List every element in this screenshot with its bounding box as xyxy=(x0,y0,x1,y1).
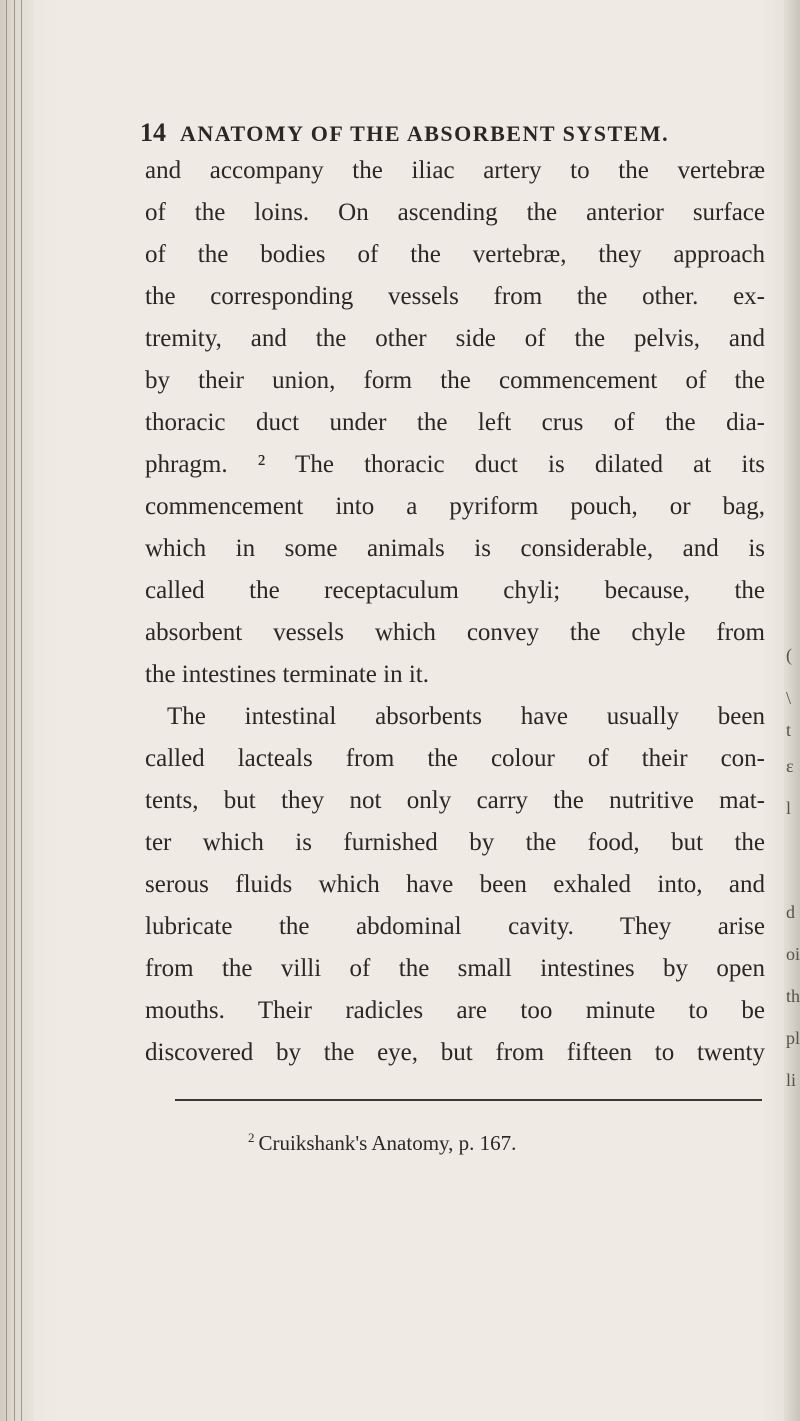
text-line: from the villi of the small intestines by open xyxy=(145,955,765,982)
text-line: the corresponding vessels from the other. ex- xyxy=(145,283,765,310)
running-title: ANATOMY OF THE ABSORBENT SYSTEM. xyxy=(180,121,670,146)
running-header xyxy=(140,118,760,148)
text-line: called lacteals from the colour of their con- xyxy=(145,745,765,772)
text-line: mouths. Their radicles are too minute to be xyxy=(145,997,765,1024)
binding-line xyxy=(14,0,15,1421)
footnote-rule xyxy=(175,1099,762,1101)
text-line: ter which is furnished by the food, but the xyxy=(145,829,765,856)
body-text xyxy=(145,150,765,1074)
margin-fragment: li xyxy=(786,1070,797,1090)
next-page-edge xyxy=(784,0,800,1421)
binding-line xyxy=(21,0,22,1421)
text-line: the intestines terminate in it. xyxy=(145,661,429,688)
text-line: and accompany the iliac artery to the vertebræ xyxy=(145,157,765,184)
text-line: by their union, form the commencement of the xyxy=(145,367,765,394)
text-line: tents, but they not only carry the nutritive mat- xyxy=(145,787,765,814)
text-line: tremity, and the other side of the pelvis, and xyxy=(145,325,765,352)
text-line: absorbent vessels which convey the chyle from xyxy=(145,619,765,646)
footnote-text: Cruikshank's Anatomy, p. 167. xyxy=(258,1131,517,1155)
binding-line xyxy=(6,0,7,1421)
margin-fragment: ( xyxy=(786,645,792,665)
text-line: of the loins. On ascending the anterior surface xyxy=(145,199,765,226)
margin-fragment: d xyxy=(786,902,795,922)
margin-fragment: \ xyxy=(786,688,792,708)
footnote-marker: 2 xyxy=(248,1130,255,1145)
footnote xyxy=(248,1130,516,1156)
text-line: commencement into a pyriform pouch, or bag, xyxy=(145,493,765,520)
text-line: phragm. ² The thoracic duct is dilated at its xyxy=(145,451,765,478)
margin-fragment: l xyxy=(786,798,792,818)
text-line: of the bodies of the vertebræ, they approach xyxy=(145,241,765,268)
margin-fragment: pl xyxy=(786,1028,800,1048)
text-line: lubricate the abdominal cavity. They arise xyxy=(145,913,765,940)
text-line: The intestinal absorbents have usually been xyxy=(167,703,765,730)
page-binding-edge xyxy=(0,0,34,1421)
text-line: which in some animals is considerable, and is xyxy=(145,535,765,562)
margin-fragment: oi xyxy=(786,944,800,964)
text-line: serous fluids which have been exhaled into, and xyxy=(145,871,765,898)
text-line: thoracic duct under the left crus of the dia- xyxy=(145,409,765,436)
margin-fragment: ε xyxy=(786,756,794,776)
text-line: discovered by the eye, but from fifteen to twenty xyxy=(145,1039,765,1066)
page-number: 14 xyxy=(140,118,166,147)
margin-fragment: th xyxy=(786,986,800,1006)
text-line: called the receptaculum chyli; because, the xyxy=(145,577,765,604)
margin-fragment: t xyxy=(786,720,792,740)
